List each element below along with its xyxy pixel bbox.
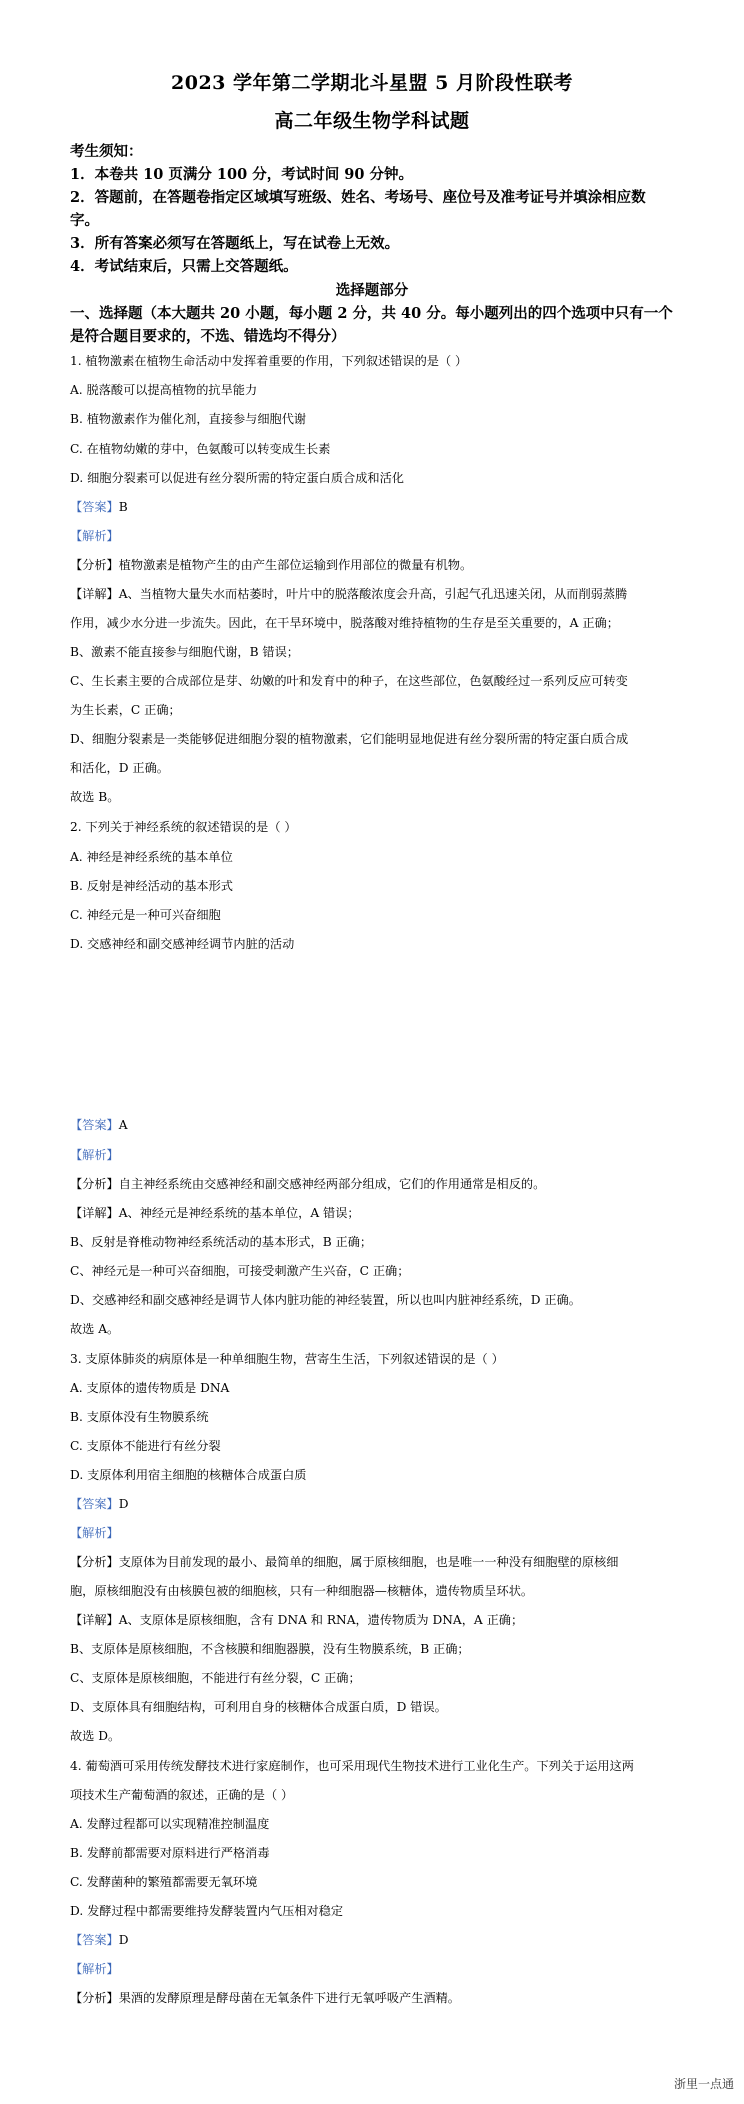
q2-option-a: A. 神经是神经系统的基本单位	[70, 850, 233, 864]
notice-item: 字。	[70, 212, 99, 229]
q4-answer	[70, 1931, 129, 1948]
q3-stem: 3. 支原体肺炎的病原体是一种单细胞生物，营寄生生活，下列叙述错误的是（ ）	[70, 1352, 504, 1366]
q3-option-d: D. 支原体利用宿主细胞的核糖体合成蛋白质	[70, 1468, 307, 1482]
q2-explain-line: B、反射是脊椎动物神经系统活动的基本形式，B 正确；	[70, 1235, 373, 1249]
section-heading: 选择题部分	[335, 282, 409, 299]
q2-explain-line: C、神经元是一种可兴奋细胞，可接受刺激产生兴奋，C 正确；	[70, 1264, 410, 1278]
q1-option-a: A. 脱落酸可以提高植物的抗旱能力	[70, 383, 258, 397]
q3-option-b: B. 支原体没有生物膜系统	[70, 1410, 209, 1424]
q4-stem: 项技术生产葡萄酒的叙述，正确的是（ ）	[70, 1788, 294, 1802]
q1-explain-line: 【分析】植物激素是植物产生的由产生部位运输到作用部位的微量有机物。	[70, 558, 473, 572]
answer-label: 【答案】	[70, 1497, 119, 1511]
q2-stem: 2. 下列关于神经系统的叙述错误的是（ ）	[70, 820, 297, 834]
q2-explain-line: 【分析】自主神经系统由交感神经和副交感神经两部分组成，它们的作用通常是相反的。	[70, 1177, 546, 1191]
notice-heading: 考生须知：	[70, 143, 143, 160]
q2-analysis-label: 【解析】	[70, 1148, 119, 1162]
q1-explain-line: C、生长素主要的合成部位是芽、幼嫩的叶和发育中的种子，在这些部位，色氨酸经过一系列反应可转变	[70, 674, 628, 688]
q1-explain-line: 为生长素，C 正确；	[70, 703, 181, 717]
q1-explain-line: B、激素不能直接参与细胞代谢，B 错误；	[70, 645, 299, 659]
q3-explain-line: 胞，原核细胞没有由核膜包被的细胞核，只有一种细胞器—核糖体，遗传物质呈环状。	[70, 1584, 534, 1598]
exam-title: 2023 学年第二学期北斗星盟 5 月阶段性联考	[171, 72, 573, 94]
answer-value: D	[118, 1933, 129, 1947]
section-intro: 是符合题目要求的，不选、错选均不得分）	[70, 328, 346, 345]
q4-option-b: B. 发酵前都需要对原料进行严格消毒	[70, 1846, 270, 1860]
answer-value: B	[118, 500, 128, 514]
q1-option-d: D. 细胞分裂素可以促进有丝分裂所需的特定蛋白质合成和活化	[70, 471, 404, 485]
q3-option-c: C. 支原体不能进行有丝分裂	[70, 1439, 221, 1453]
notice-item: 3．所有答案必须写在答题纸上，写在试卷上无效。	[70, 235, 400, 252]
q2-explain-line: D、交感神经和副交感神经是调节人体内脏功能的神经装置，所以也叫内脏神经系统，D 正确。	[70, 1293, 581, 1307]
q1-explain-line: 故选 B。	[70, 790, 120, 804]
q4-explain-line: 【分析】果酒的发酵原理是酵母菌在无氧条件下进行无氧呼吸产生酒精。	[70, 1991, 460, 2005]
q1-explain-line: 【详解】A、当植物大量失水而枯萎时，叶片中的脱落酸浓度会升高，引起气孔迅速关闭，从而削弱蒸腾	[70, 587, 628, 601]
q2-explain-line: 故选 A。	[70, 1322, 120, 1336]
q1-analysis-label: 【解析】	[70, 529, 119, 543]
answer-label: 【答案】	[70, 500, 119, 514]
answer-label: 【答案】	[70, 1118, 119, 1132]
q3-explain-line: 【详解】A、支原体是原核细胞，含有 DNA 和 RNA，遗传物质为 DNA，A 正确；	[70, 1613, 524, 1627]
q4-stem: 4. 葡萄酒可采用传统发酵技术进行家庭制作，也可采用现代生物技术进行工业化生产。下列关于运用这两	[70, 1759, 634, 1773]
footer-watermark: 浙里一点通	[673, 2077, 734, 2091]
q1-answer	[70, 498, 128, 515]
q1-stem: 1. 植物激素在植物生命活动中发挥着重要的作用，下列叙述错误的是（ ）	[70, 354, 468, 368]
q1-explain-line: 作用，减少水分进一步流失。因此，在干旱环境中，脱落酸对维持植物的生存是至关重要的，A 正确；	[70, 616, 619, 630]
q2-option-b: B. 反射是神经活动的基本形式	[70, 879, 233, 893]
exam-subtitle: 高二年级生物学科试题	[274, 110, 470, 132]
q2-answer	[70, 1116, 128, 1133]
q1-explain-line: D、细胞分裂素是一类能够促进细胞分裂的植物激素，它们能明显地促进有丝分裂所需的特定蛋白质合成	[70, 732, 629, 746]
q3-option-a: A. 支原体的遗传物质是 DNA	[70, 1381, 230, 1395]
q3-explain-line: 【分析】支原体为目前发现的最小、最简单的细胞，属于原核细胞，也是唯一一种没有细胞壁的原核细	[70, 1555, 619, 1569]
q1-explain-line: 和活化，D 正确。	[70, 761, 169, 775]
q1-option-b: B. 植物激素作为催化剂，直接参与细胞代谢	[70, 412, 307, 426]
q3-answer	[70, 1495, 129, 1512]
answer-value: A	[118, 1118, 128, 1132]
q4-analysis-label: 【解析】	[70, 1962, 119, 1976]
q4-option-a: A. 发酵过程都可以实现精准控制温度	[70, 1817, 270, 1831]
notice-item: 4．考试结束后，只需上交答题纸。	[70, 258, 298, 275]
q1-option-c: C. 在植物幼嫩的芽中，色氨酸可以转变成生长素	[70, 442, 331, 456]
q4-option-d: D. 发酵过程中都需要维持发酵装置内气压相对稳定	[70, 1904, 344, 1918]
answer-value: D	[118, 1497, 129, 1511]
q3-explain-line: C、支原体是原核细胞，不能进行有丝分裂，C 正确；	[70, 1671, 361, 1685]
q3-explain-line: 故选 D。	[70, 1729, 121, 1743]
q2-explain-line: 【详解】A、神经元是神经系统的基本单位，A 错误；	[70, 1206, 360, 1220]
q2-option-c: C. 神经元是一种可兴奋细胞	[70, 908, 221, 922]
answer-label: 【答案】	[70, 1933, 119, 1947]
section-intro: 一、选择题（本大题共 20 小题，每小题 2 分，共 40 分。每小题列出的四个选项中只有一个	[70, 305, 673, 322]
q3-explain-line: D、支原体具有细胞结构，可利用自身的核糖体合成蛋白质，D 错误。	[70, 1700, 447, 1714]
q3-analysis-label: 【解析】	[70, 1526, 119, 1540]
q4-option-c: C. 发酵菌种的繁殖都需要无氧环境	[70, 1875, 258, 1889]
q2-option-d: D. 交感神经和副交感神经调节内脏的活动	[70, 937, 295, 951]
notice-item: 2．答题前，在答题卷指定区域填写班级、姓名、考场号、座位号及准考证号并填涂相应数	[70, 189, 646, 206]
q3-explain-line: B、支原体是原核细胞，不含核膜和细胞器膜，没有生物膜系统，B 正确；	[70, 1642, 470, 1656]
notice-item: 1．本卷共 10 页满分 100 分，考试时间 90 分钟。	[70, 166, 413, 183]
